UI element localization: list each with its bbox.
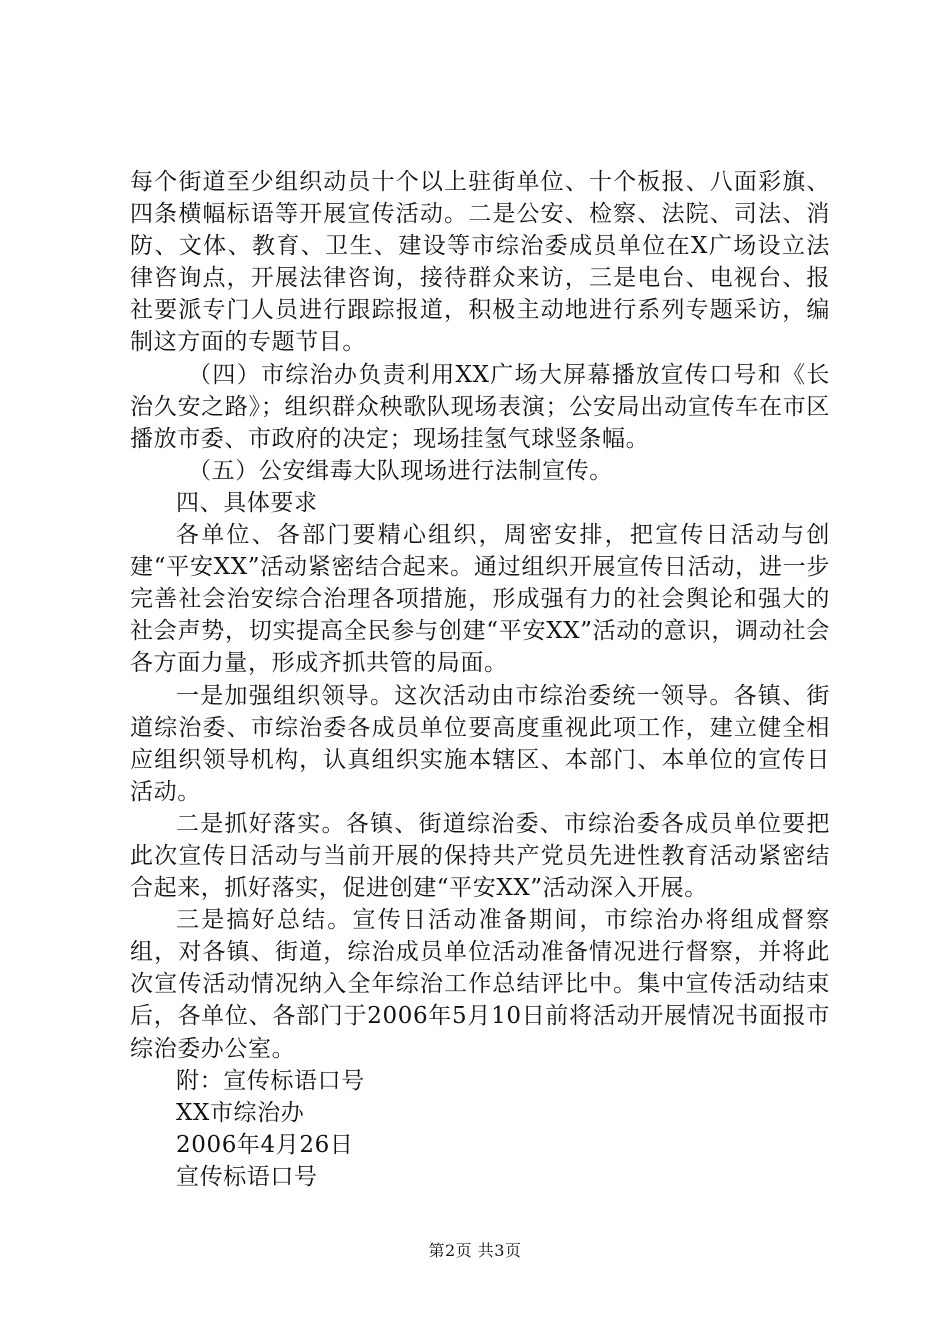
paragraph-requirements-intro: 各单位、各部门要精心组织，周密安排，把宣传日活动与创建“平安XX”活动紧密结合起来。通过组织开展宣传日活动，进一步完善社会治安综合治理各项措施，形成强有力的社会舆论和强大的社会声势，切实提高全民参与创建“平安XX”活动的意识，调动社会各方面力量，形成齐抓共管的局面。: [130, 522, 830, 677]
date-line: 2006年4月26日: [176, 1131, 354, 1158]
paragraph-item-four: （四）市综治办负责利用XX广场大屏幕播放宣传口号和《长治久安之路》；组织群众秧歌队现场表演；公安局出动宣传车在市区播放市委、市政府的决定；现场挂氢气球竖条幅。: [130, 361, 830, 452]
paragraph-leadership: 一是加强组织领导。这次活动由市综治委统一领导。各镇、街道综治委、市综治委各成员单位要高度重视此项工作，建立健全相应组织领导机构，认真组织实施本辖区、本部门、本单位的宣传日活动。: [130, 682, 830, 805]
paragraph-continued: 每个街道至少组织动员十个以上驻街单位、十个板报、八面彩旗、四条横幅标语等开展宣传活动。二是公安、检察、法院、司法、消防、文体、教育、卫生、建设等市综治委成员单位在X广场设立法律咨询点，开展法律咨询，接待群众来访，三是电台、电视台、报社要派专门人员进行跟踪报道，积极主动地进行系列专题采访，编制这方面的专题节目。: [130, 169, 830, 356]
paragraph-item-five: （五）公安缉毒大队现场进行法制宣传。: [188, 457, 613, 484]
slogans-title: 宣传标语口号: [176, 1163, 318, 1190]
paragraph-implementation: 二是抓好落实。各镇、街道综治委、市综治委各成员单位要把此次宣传日活动与当前开展的保持共产党员先进性教育活动紧密结合起来，抓好落实，促进创建“平安XX”活动深入开展。: [130, 810, 830, 902]
section-heading-requirements: 四、具体要求: [176, 489, 318, 516]
paragraph-summary: 三是搞好总结。宣传日活动准备期间，市综治办将组成督察组，对各镇、街道，综治成员单位活动准备情况进行督察，并将此次宣传活动情况纳入全年综治工作总结评比中。集中宣传活动结束后，各单位、各部门于2006年5月10日前将活动开展情况书面报市综治委办公室。: [130, 907, 830, 1062]
document-body: [130, 166, 830, 1193]
page-number: 第2页 共3页: [428, 1241, 522, 1260]
attachment-line: 附：宣传标语口号: [176, 1067, 365, 1094]
issuer-line: XX市综治办: [176, 1099, 305, 1126]
